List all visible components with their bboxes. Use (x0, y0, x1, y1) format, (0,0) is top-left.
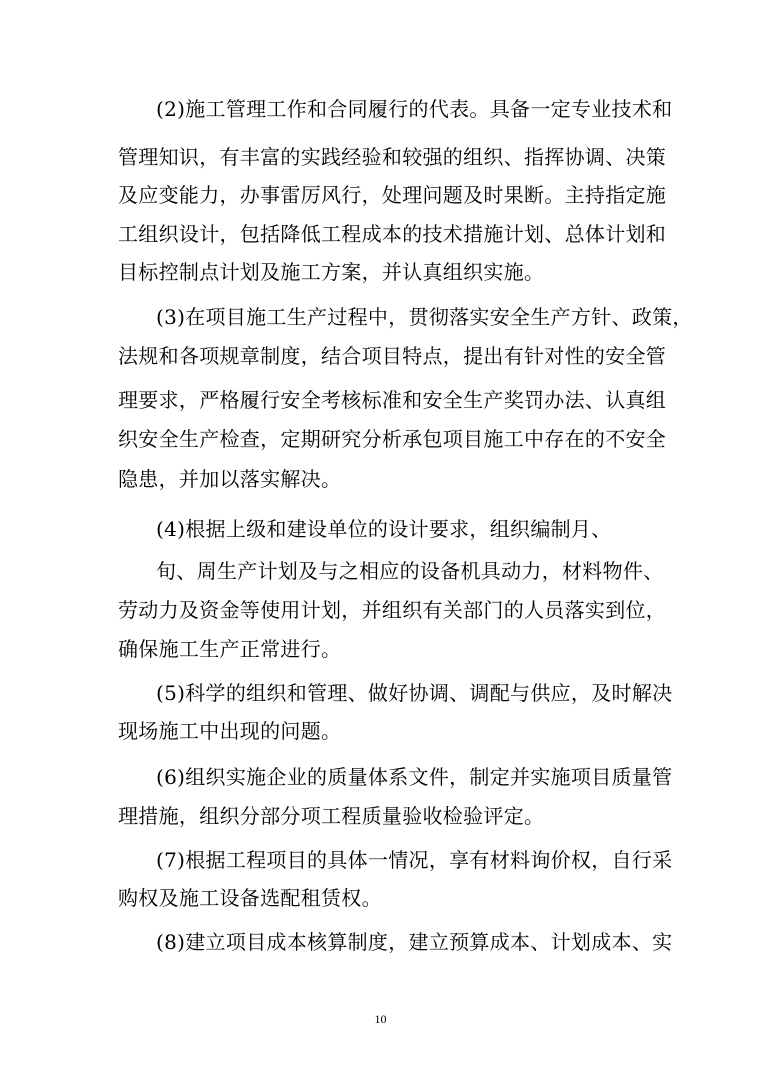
text-line: (6)组织实施企业的质量体系文件，制定并实施项目质量管 (156, 765, 673, 789)
text-line: 目标控制点计划及施工方案，并认真组织实施。 (118, 260, 545, 284)
text-line: 工组织设计，包括降低工程成本的技术措施计划、总体计划和 (118, 222, 667, 246)
text-line: 确保施工生产正常进行。 (118, 637, 342, 661)
text-line: 理要求，严格履行安全考核标准和安全生产奖罚办法、认真组 (118, 388, 667, 412)
text-line: (7)根据工程项目的具体一情况，享有材料询价权，自行采 (156, 848, 673, 872)
text-line: (2)施工管理工作和合同履行的代表。具备一定专业技术和 (156, 97, 673, 121)
text-line: 管理知识，有丰富的实践经验和较强的组织、指挥协调、决策 (118, 145, 667, 169)
text-line: (4)根据上级和建设单位的设计要求，组织编制月、 (156, 517, 612, 541)
text-line: 法规和各项规章制度，结合项目特点，提出有针对性的安全管 (118, 344, 667, 368)
text-line: 及应变能力，办事雷厉风行，处理问题及时果断。主持指定施 (118, 183, 667, 207)
text-line: 织安全生产检查，定期研究分析承包项目施工中存在的不安全 (118, 427, 667, 451)
text-line: (5)科学的组织和管理、做好协调、调配与供应，及时解决 (156, 681, 673, 705)
text-line: 劳动力及资金等使用计划，并组织有关部门的人员落实到位， (118, 598, 667, 622)
text-line: 现场施工中出现的问题。 (118, 719, 342, 743)
text-line: 理措施，组织分部分项工程质量验收检验评定。 (118, 804, 545, 828)
text-line: (8)建立项目成本核算制度，建立预算成本、计划成本、实 (156, 930, 673, 954)
page-number: 10 (374, 1012, 387, 1026)
text-line: 旬、周生产计划及与之相应的设备机具动力，材料物件、 (156, 559, 664, 583)
text-line: (3)在项目施工生产过程中，贯彻落实安全生产方针、政策， (156, 305, 693, 329)
text-line: 购权及施工设备选配租赁权。 (118, 886, 382, 910)
text-line: 隐患，并加以落实解决。 (118, 467, 342, 491)
